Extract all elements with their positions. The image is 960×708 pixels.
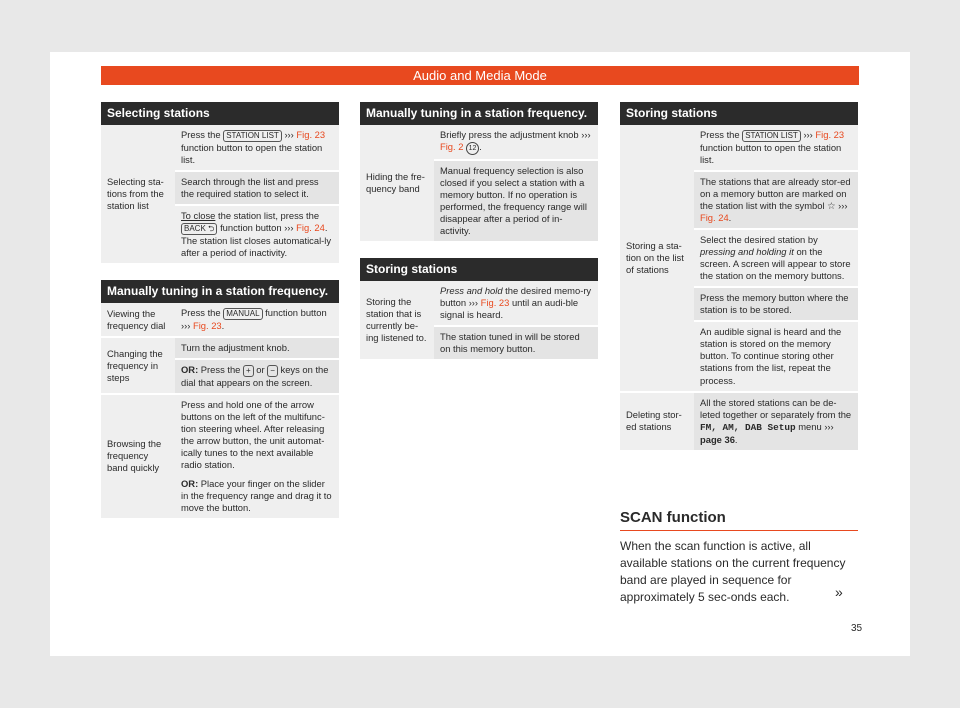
text: OR: (181, 364, 199, 376)
text: Press and hold one of the arrow buttons on the left of the multifunc-tion steering wheel. After releasing the arrow button, the unit automat-ically tunes to the next available radio station. (181, 399, 325, 471)
table-header: Selecting stations (101, 102, 339, 125)
table-cell (694, 229, 858, 287)
text: Press the (181, 129, 221, 140)
text: on the screen. A screen will appear to store the station on the memory buttons. (700, 246, 851, 282)
row-label: Viewing the frequency dial (101, 303, 175, 337)
scan-paragraph: When the scan function is active, all available stations on the current frequency band are played in sequence for approximately 5 sec-onds each. (620, 539, 846, 604)
station-list-key: STATION LIST (742, 130, 801, 142)
table-cell: An audible signal is heard and the station is stored on the memory button. To continue storing other stations from the list, repeat the process. (694, 321, 858, 391)
text: function button to open the station list. (181, 142, 323, 166)
table-cell (175, 125, 339, 171)
text (181, 478, 333, 514)
callout-number-icon: 12 (466, 142, 479, 155)
text: . (479, 141, 482, 153)
station-list-key: STATION LIST (223, 130, 282, 142)
table-cell: Turn the adjustment knob. (175, 337, 339, 359)
table-cell: The station tuned in will be stored on this memory button. (434, 326, 598, 360)
text: Briefly press the adjustment knob (440, 129, 579, 140)
text: Press the (181, 307, 221, 319)
arrow-icon: ››› (803, 129, 813, 140)
continue-icon: » (835, 584, 843, 600)
table-cell (434, 281, 598, 326)
hiding-band-table (360, 125, 598, 243)
text: function button (220, 222, 282, 234)
table-cell (175, 394, 339, 518)
row-label: Changing the frequency in steps (101, 337, 175, 394)
text: Select the desired station by (700, 234, 818, 246)
text: Press the (700, 129, 740, 140)
selecting-stations-table (101, 125, 339, 265)
table-header: Manually tuning in a station frequency. (360, 102, 598, 125)
table-cell: Press the memory button where the station is to be stored. (694, 287, 858, 321)
page-link[interactable]: page 36 (700, 433, 735, 445)
back-arrow-icon: ⮌ (208, 224, 215, 234)
text: . (734, 433, 738, 445)
figure-link[interactable]: Fig. 2 (440, 141, 464, 153)
arrow-icon: ››› (181, 320, 191, 332)
row-label: Browsing the frequency band quickly (101, 394, 175, 518)
text: or (256, 364, 265, 376)
text: function button to open the station list. (700, 142, 842, 166)
column-1 (101, 102, 339, 520)
text: OR: (181, 477, 199, 489)
table-cell (434, 125, 598, 160)
column-2 (360, 102, 598, 361)
column-3 (620, 102, 858, 452)
text: Press and hold (440, 285, 503, 297)
text: the desired memo-ry button (440, 285, 592, 309)
section-title: SCAN function (620, 509, 858, 531)
star-icon: ☆ (827, 200, 836, 212)
page-number: 35 (851, 623, 863, 634)
text: until an audi-ble signal is heard. (440, 297, 579, 321)
plus-key: + (243, 365, 254, 377)
back-key-label: BACK (184, 224, 206, 234)
text: Place your finger on the slider in the frequency range and drag it to move the button. (181, 477, 332, 513)
table-header: Manually tuning in a station frequency. (101, 280, 339, 303)
table-cell (694, 125, 858, 171)
text: keys on the dial that appears on the screen. (181, 364, 329, 389)
text: To close (181, 210, 216, 222)
text: The stations that are already stor-ed on a memory button are marked on the station list with the symbol (700, 176, 851, 212)
storing-current-table (360, 281, 598, 361)
arrow-icon: ››› (581, 129, 591, 140)
table-header: Storing stations (360, 258, 598, 281)
back-key (181, 223, 217, 235)
arrow-icon: ››› (824, 420, 834, 432)
table-cell: Manual frequency selection is also closed if you select a station with a memory button. If no operation is performed, the frequency range will disappear after a period of in-activity. (434, 160, 598, 242)
page-header: Audio and Media Mode (101, 66, 859, 85)
arrow-icon: ››› (838, 200, 848, 212)
text: . (221, 320, 225, 332)
text: menu (798, 420, 822, 432)
row-label: Deleting stor-ed stations (620, 392, 694, 451)
minus-key: − (267, 365, 278, 377)
arrow-icon: ››› (468, 297, 479, 309)
arrow-icon: ››› (284, 129, 294, 140)
text: the station list, press the (218, 210, 320, 222)
row-label: Storing a sta-tion on the list of stations (620, 125, 694, 392)
table-cell (694, 171, 858, 229)
figure-link[interactable]: Fig. 23 (480, 297, 510, 309)
figure-link[interactable]: Fig. 23 (296, 129, 326, 140)
text: Press the (200, 364, 241, 376)
storing-stations-table (620, 125, 858, 452)
row-label: Selecting sta-tions from the station list (101, 125, 175, 264)
manual-key: MANUAL (223, 308, 262, 320)
text: pressing and holding it (700, 246, 794, 258)
table-cell (694, 392, 858, 451)
figure-link[interactable]: Fig. 24 (700, 212, 729, 224)
table-cell (175, 303, 339, 337)
table-cell (175, 359, 339, 394)
manual-tuning-table (101, 303, 339, 519)
text: function button (265, 307, 327, 319)
table-cell: Search through the list and press the required station to select it. (175, 171, 339, 205)
figure-link[interactable]: Fig. 24 (296, 222, 325, 234)
table-header: Storing stations (620, 102, 858, 125)
menu-name: FM, AM, DAB Setup (700, 421, 796, 433)
figure-link[interactable]: Fig. 23 (815, 129, 845, 140)
text: . (728, 212, 732, 224)
row-label: Hiding the fre-quency band (360, 125, 434, 242)
figure-link[interactable]: Fig. 23 (192, 320, 222, 332)
arrow-icon: ››› (284, 222, 294, 234)
text: . The station list closes automatical-ly after a period of inactivity. (181, 222, 332, 259)
row-label: Storing the station that is currently be-ing listened to. (360, 281, 434, 360)
text: All the stored stations can be de-leted together or separately from the (700, 396, 852, 420)
table-cell (175, 205, 339, 264)
